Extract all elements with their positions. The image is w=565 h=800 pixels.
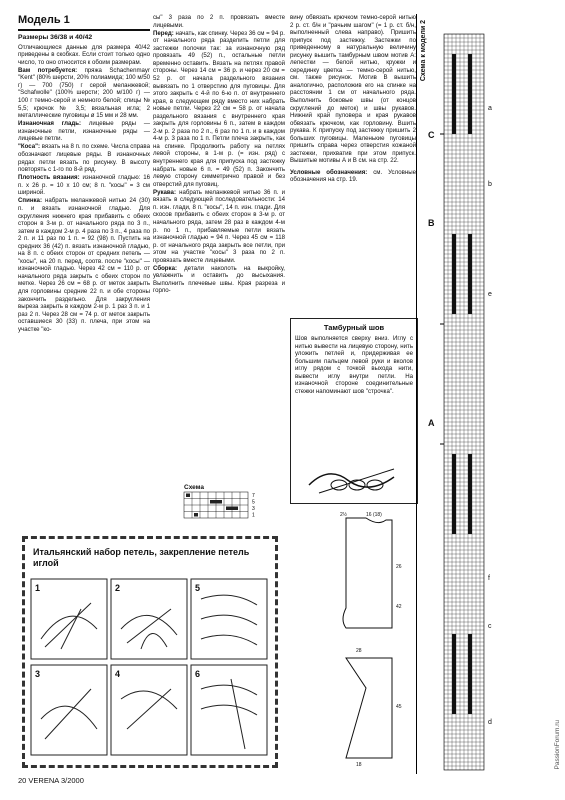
schema-row-1: 1 [252,512,255,519]
materials-text: пряжа Schachenmayr "Kent" (80% шерсти, 20% полиамида; 100 м/50 г) — 700 (750) г серой меланжевой; "Schafwolle" (100% шерсти; 200 м/100 г) — 100 г темно-серой и немного белой; спицы № 5,5; крючок № 3,5; вязальная игла; 2 металлические пуговицы ø 15 мм и 28 мм. [18,66,151,120]
density-paragraph [18,174,150,197]
col3-continuation: вину обвязать крючком темно-серой нитью 2 р. ст. б/н и "рачьим шагом" (= 1 р. ст. б/н, выполненный слева направо). Пришить припуск под застежку. Застежки по приведенному в натуральную величину рисунку вышить тамбурным швом мотив А: лепестки — белой нитью, кружки и серединку цветка — темно-серой нитью, см. также рисунок. Мотив В вышить аналогично, расположив его на спинке на расстоянии 1 см от начального ряда. Выполнить боковые швы (от концов скруглений до меток) и швы рукавов. Нижний край пуловера и края рукавов обвязать крючком, как горловину. Вшить рукава. К припуску под застежку пришить 2 больших пуговицы. Маленькие пуговицы пришить справа через отверстия кожаной застежки, прихватив при этом припуск. Вышитые мотивы А и В см. на стр. 22. [290,14,416,165]
marker-e: e [488,291,492,298]
back-label: Спинка: [18,197,42,205]
materials-label: Вам потребуется: [18,66,78,74]
pattern-separator [416,14,417,774]
sizes-text: Отличающиеся данные для размера 40/42 приведены в скобках. Если стоит только одно число, то оно относится к обоим размерам. [18,43,150,66]
pattern-side-title: Схема к модели 2 [420,20,427,82]
marker-b: b [488,181,492,188]
motif-a-label: A [428,418,435,428]
text-column-2 [153,14,285,296]
dim-26: 26 [396,564,402,570]
step-5: 5 [195,583,201,593]
tambour-text: Шов выполняется сверху вниз. Иглу с нитью вывести на лицевую сторону, нить уложить петлей и, придерживая ее большим пальцем левой руки и вколов иглу рядом с точкой выхода нити, вывести иглу внутри петли. На изнаночной стороне соединительные стежки напоминают шов "строчка". [295,335,413,395]
dim-28: 28 [356,648,362,654]
sleeves-paragraph [153,189,285,264]
assembly-paragraph [153,265,285,295]
dim-42: 42 [396,604,402,610]
kosa-paragraph [18,143,150,173]
legend-text: см. Условные обозначения на стр. 19. [290,168,416,184]
back-text: набрать меланжевой нитью 24 (30) п. и вязать изнаночной гладью. Для скругления нижнего края прибавить с обеих сторон в 3-м р. от начального ряда по 3 п., затем в каждом 2-м р. 4 раза по 3 п., 4 раза по 2 п. и 11 раз по 1 п. = 92 (98) п. Пустить на средних 36 (42) п. вязать изнаночной гладью, на 8 п. с обеих сторон от средних петель — "косы", на 20 п. перед, соотв. после "косы" — изнаночной гладью. Через 42 см = 110 р. от начального ряда закрыть с обеих сторон по метке. Через 26 см = 68 р. от меток закрыть для горловины средние 22 п. и обе стороны закончить раздельно. Для закругления выреза закрыть в каждом 2-м р. 1 раз 3 п. и 1 раз 2 п. Через 28 см = 74 р. от меток закрыть оставшиеся 30 (33) п. плеча, при этом на участке "ко- [18,197,151,333]
text-column-3 [290,14,416,185]
schema-row-5: 5 [252,499,255,506]
purl-text: лицевые ряды — изнаночные петли, изнаночные ряды — лицевые петли. [18,120,150,143]
front-label: Перед: [153,29,174,37]
density-label: Плотность вязания: [18,174,80,182]
schema-row-7: 7 [252,493,255,499]
dim-18: 18 [356,762,362,768]
marker-f: f [488,575,490,582]
motif-b-label: B [428,218,435,228]
back-paragraph [18,197,150,333]
dim-2-5: 2½ [340,512,347,518]
dim-45: 45 [396,704,402,710]
kosa-text: вязать на 8 п. по схеме. Числа справа обозначают лицевые ряды. В изнаночных рядах петли вязать по рисунку. В высоту повторять с 1-го по 8-й ряд. [18,143,150,174]
col2-continuation: сы" 3 раза по 2 п. провязать вместе лицевыми. [153,14,285,29]
materials-paragraph [18,67,150,120]
schema-row-3: 3 [252,506,255,512]
step-1: 1 [35,583,41,593]
step-4: 4 [115,669,121,679]
purl-label: Изнаночная гладь: [18,120,82,128]
front-paragraph [153,30,285,188]
italian-cast-on-box [22,536,278,768]
dim-16-18: 16 (18) [366,512,382,518]
step-3: 3 [35,669,41,679]
model-title: Модель 1 [18,14,150,31]
italian-title: Итальянский набор петель, закрепление петель иглой [33,547,250,568]
kosa-label: "Коса": [18,143,41,151]
kosa-schema-grid [184,492,264,522]
motif-c-label: C [428,130,435,140]
step-6: 6 [195,669,201,679]
tambour-stitch-illustration [299,455,409,499]
page-footer: 20 VERENA 3/2000 [18,776,84,785]
sleeves-label: Рукава: [153,188,176,196]
legend-label: Условные обозначения: [290,168,368,176]
watermark: PassionForum.ru [554,720,561,770]
front-text: начать, как спинку. Через 36 см = 94 р. от начального ряда разделить петли для застежки полочки так: за изнаночную ряд провязать 49 (52) п., остальные петли временно оставить. Вязать на петлях правой стороны. Через 14 см = 36 р. и через 20 см = 52 р. от начала раздельного вязания вывязать по 1 отверстию для пуговицы. Для этого закрыть с 4-й по 6-ю п. от внутреннего края, в следующем ряду вместо них набрать новые петли. Через 22 см = 58 р. от начала раздельного вязания с внутреннего края закрыть для горловины 6 п., затем в каждом 2-м р. 2 раза по 2 п., 6 раз по 1 п. и в каждом 4-м р. 3 раза по 1 п. Петли плеча закрыть, как на спинке. Продолжить работу на петлях левой стороны, в 1-м р. (= изн. ряд) с внутреннего края для припуска под застежку набрать новые 6 п. = 49 (52) п. Закончить левую сторону симметрично правой и без отверстий для пуговиц. [153,29,285,188]
schema-label: Схема [184,484,205,491]
sleeves-text: набрать меланжевой нитью 36 п. и вязать в следующей последовательности: 14 п. изн. глади, 8 п. "косы", 14 п. изн. глади. Для скосов прибавить с обеих сторон в 3-м р. от начального ряда, затем 28 раз в каждом 4-м р. по 1 п., прибавляемые петли вязать изнаночной гладью = 94 п. Через 45 см = 118 р. от начального ряда закрыть все петли, при этом на участке "косы" 3 раза по 2 п. провязать вместе лицевыми. [153,188,285,264]
marker-d: d [488,719,492,726]
tambour-stitch-box [290,318,418,504]
italian-steps-illustration [31,579,267,757]
purl-paragraph [18,120,150,143]
marker-a: a [488,105,492,112]
density-text: изнаночной гладью: 16 п. х 26 р. = 10 х 10 см; 8 п. "косы" = 3 см шириной. [18,174,150,197]
step-2: 2 [115,583,121,593]
marker-c: c [488,623,492,630]
assembly-text: детали наколоть на выкройку, увлажнить и оставить до высыхания. Выполнить плечевые швы. Края разреза и горло- [153,264,285,295]
assembly-label: Сборка: [153,264,177,272]
sizes-heading: Размеры 36/38 и 40/42 [18,34,93,41]
pattern-chart-grid [428,34,500,774]
legend-paragraph [290,169,416,184]
tambour-title: Тамбурный шов [323,323,385,332]
cutting-pattern-diagram [326,508,416,770]
text-column-1 [18,14,150,334]
